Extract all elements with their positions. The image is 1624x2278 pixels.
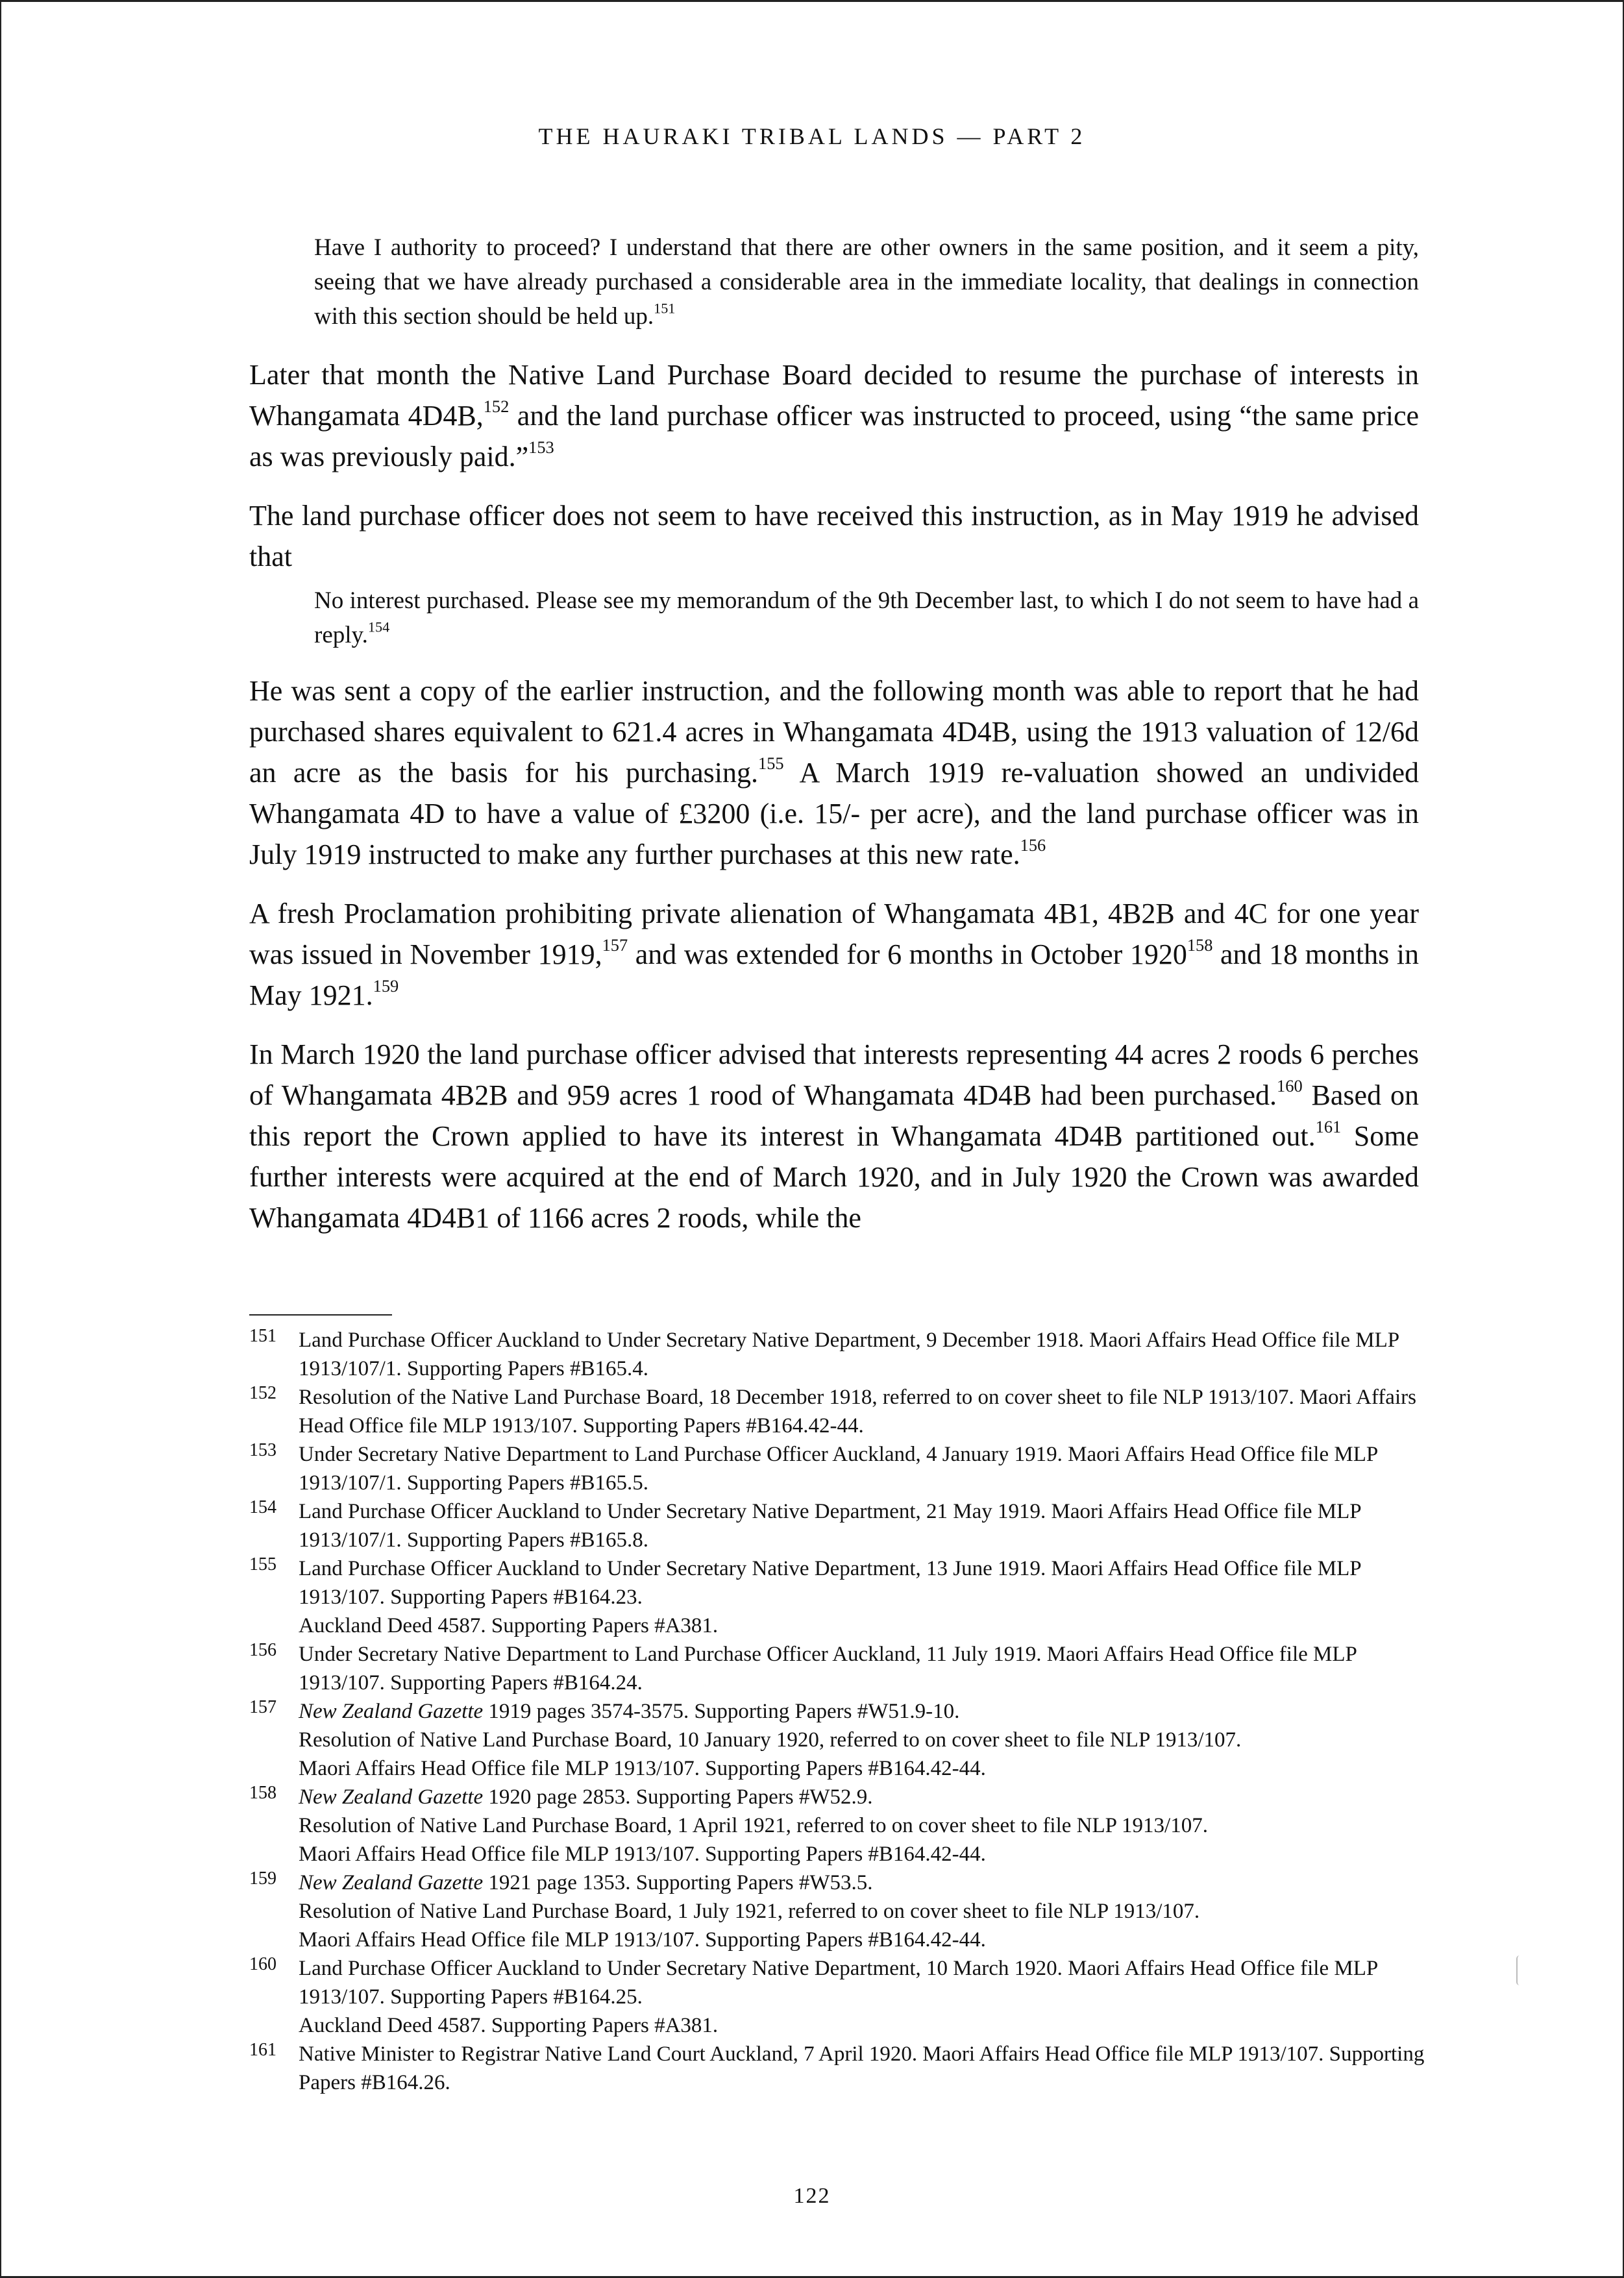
footnote-line: Under Secretary Native Department to Land Purchase Officer Auckland, 4 January 1919. Maori Affairs Head Office file MLP 1913/107/1. Supporting Papers #B165.5. <box>299 1443 1377 1495</box>
footnote-number: 161 <box>249 2040 277 2060</box>
publication-title: New Zealand Gazette <box>299 1785 484 1809</box>
footnote-line: New Zealand Gazette 1919 pages 3574-3575. Supporting Papers #W51.9-10. <box>299 1700 960 1723</box>
footnote-155 <box>249 1554 1431 1640</box>
footnotes-section <box>249 1326 1431 2097</box>
footnote-text <box>299 1554 1431 1640</box>
footnote-line: Land Purchase Officer Auckland to Under Secretary Native Department, 13 June 1919. Maori Affairs Head Office file MLP 1913/107. Supporting Papers #B164.23. <box>299 1557 1361 1609</box>
footnote-number: 155 <box>249 1554 277 1574</box>
footnote-159 <box>249 1868 1431 1954</box>
footnote-line: Land Purchase Officer Auckland to Under Secretary Native Department, 10 March 1920. Maori Affairs Head Office file MLP 1913/107. Supporting Papers #B164.25. <box>299 1957 1377 2009</box>
footnote-151 <box>249 1326 1431 1383</box>
footnote-line: Resolution of the Native Land Purchase Board, 18 December 1918, referred to on cover sheet to file NLP 1913/107. Maori Affairs Head Office file MLP 1913/107. Supporting Papers #B164.42-44. <box>299 1386 1416 1438</box>
paragraph-4: A fresh Proclamation prohibiting private alienation of Whangamata 4B1, 4B2B and 4C for one year was issued in November 1919,$^{157}$ and was extended for 6 months in October 1920$^{158}$ and 18 months in May 1921.$^{159}$ <box>249 898 1419 1011</box>
footnote-line: Auckland Deed 4587. Supporting Papers #A381. <box>299 1614 719 1637</box>
footnote-text <box>299 1783 1431 1868</box>
footnote-text <box>299 1954 1431 2040</box>
footnote-number: 160 <box>249 1954 277 1974</box>
footnote-text <box>299 1868 1431 1954</box>
footnote-line: Maori Affairs Head Office file MLP 1913/107. Supporting Papers #B164.42-44. <box>299 1843 986 1866</box>
footnote-ref[interactable]: 152 <box>483 397 510 417</box>
footnote-ref[interactable]: 159 <box>373 976 399 996</box>
footnote-161 <box>249 2040 1431 2097</box>
footnote-text <box>299 1326 1431 1383</box>
footnote-line: Auckland Deed 4587. Supporting Papers #A381. <box>299 2014 719 2037</box>
footnote-line: Resolution of Native Land Purchase Board, 1 July 1921, referred to on cover sheet to file NLP 1913/107. <box>299 1900 1200 1923</box>
block-quote-1: Have I authority to proceed? I understand that there are other owners in the same position, and it seem a pity, seeing that we have already purchased a considerable area in the immediate locality, that dealings in connection with this section should be held up.$^{151}$ <box>314 234 1419 330</box>
footnote-ref[interactable]: 161 <box>1315 1117 1342 1137</box>
footnote-160 <box>249 1954 1431 2040</box>
footnote-153 <box>249 1440 1431 1497</box>
footnote-line: Resolution of Native Land Purchase Board, 1 April 1921, referred to on cover sheet to file NLP 1913/107. <box>299 1814 1208 1837</box>
footnote-line: Land Purchase Officer Auckland to Under Secretary Native Department, 21 May 1919. Maori Affairs Head Office file MLP 1913/107/1. Supporting Papers #B165.8. <box>299 1500 1361 1552</box>
footnote-rule <box>249 1314 392 1316</box>
footnote-152 <box>249 1383 1431 1440</box>
running-head: THE HAURAKI TRIBAL LANDS — PART 2 <box>538 123 1086 149</box>
paragraph-5: In March 1920 the land purchase officer advised that interests representing 44 acres 2 roods 6 perches of Whangamata 4B2B and 959 acres 1 rood of Whangamata 4D4B had been purchased.$^{160}$ Based on this report the Crown applied to have its interest in Whangamata 4D4B partitioned out.$^{161}$ Some further interests were acquired at the end of March 1920, and in July 1920 the Crown was awarded Whangamata 4D4B1 of 1166 acres 2 roods, while the <box>249 1038 1419 1234</box>
block-quote-2: No interest purchased. Please see my memorandum of the 9th December last, to which I do not seem to have had a reply.$^{154}$ <box>314 587 1419 648</box>
footnote-line: Resolution of Native Land Purchase Board, 10 January 1920, referred to on cover sheet to file NLP 1913/107. <box>299 1728 1242 1752</box>
footnote-ref[interactable]: 160 <box>1277 1076 1303 1096</box>
footnote-158 <box>249 1783 1431 1868</box>
footnote-text <box>299 1383 1431 1440</box>
footnote-number: 159 <box>249 1868 277 1889</box>
footnote-text <box>299 1697 1431 1783</box>
footnote-ref[interactable]: 155 <box>758 753 784 774</box>
footnote-line: New Zealand Gazette 1920 page 2853. Supporting Papers #W52.9. <box>299 1785 873 1809</box>
footnote-text <box>299 1440 1431 1497</box>
footnote-156 <box>249 1640 1431 1697</box>
footnote-number: 158 <box>249 1783 277 1803</box>
footnote-ref[interactable]: 153 <box>528 437 554 458</box>
footnote-number: 157 <box>249 1697 277 1717</box>
footnote-line: Under Secretary Native Department to Land Purchase Officer Auckland, 11 July 1919. Maori Affairs Head Office file MLP 1913/107. Supporting Papers #B164.24. <box>299 1643 1357 1695</box>
publication-title: New Zealand Gazette <box>299 1871 484 1894</box>
footnote-ref[interactable]: 158 <box>1187 935 1213 955</box>
footnote-line: Land Purchase Officer Auckland to Under Secretary Native Department, 9 December 1918. Maori Affairs Head Office file MLP 1913/107/1. Supporting Papers #B165.4. <box>299 1329 1399 1380</box>
footnote-text <box>299 1640 1431 1697</box>
footnote-ref[interactable]: 157 <box>602 935 628 955</box>
publication-title: New Zealand Gazette <box>299 1700 484 1723</box>
footnote-number: 154 <box>249 1497 277 1517</box>
footnote-number: 152 <box>249 1383 277 1403</box>
footnote-ref[interactable]: 156 <box>1020 835 1046 855</box>
paragraph-1: Later that month the Native Land Purchase Board decided to resume the purchase of interests in Whangamata 4D4B,$^{152}$ and the land purchase officer was instructed to proceed, using “the same price as was previously paid.”$^{153}$ <box>249 359 1420 472</box>
footnote-line: Maori Affairs Head Office file MLP 1913/107. Supporting Papers #B164.42-44. <box>299 1757 986 1780</box>
footnote-number: 156 <box>249 1640 277 1660</box>
main-text <box>249 230 1419 1238</box>
paragraph-2: The land purchase officer does not seem to have received this instruction, as in May 1919 he advised that <box>249 500 1419 572</box>
footnote-number: 151 <box>249 1326 277 1346</box>
footnote-text <box>299 1497 1431 1554</box>
footnote-line: New Zealand Gazette 1921 page 1353. Supporting Papers #W53.5. <box>299 1871 873 1894</box>
footnote-157 <box>249 1697 1431 1783</box>
footnote-ref[interactable]: 151 <box>654 300 676 317</box>
footnote-line: Native Minister to Registrar Native Land Court Auckland, 7 April 1920. Maori Affairs Head Office file MLP 1913/107. Supporting Papers #B164.26. <box>299 2042 1425 2094</box>
footnote-line: Maori Affairs Head Office file MLP 1913/107. Supporting Papers #B164.42-44. <box>299 1928 986 1952</box>
footnote-154 <box>249 1497 1431 1554</box>
footnote-text <box>299 2040 1431 2097</box>
footnote-ref[interactable]: 154 <box>367 618 390 635</box>
margin-scan-mark <box>1516 1955 1523 1985</box>
paragraph-3: He was sent a copy of the earlier instruction, and the following month was able to report that he had purchased shares equivalent to 621.4 acres in Whangamata 4D4B, using the 1913 valuation of 12/6d an acre as the basis for his purchasing.$^{155}$ A March 1919 re-valuation showed an undivided Whangamata 4D to have a value of £3200 (i.e. 15/- per acre), and the land purchase officer was in July 1919 instructed to make any further purchases at this new rate.$^{156}$ <box>249 675 1419 870</box>
footnote-number: 153 <box>249 1440 277 1460</box>
page-number: 122 <box>793 2184 831 2208</box>
